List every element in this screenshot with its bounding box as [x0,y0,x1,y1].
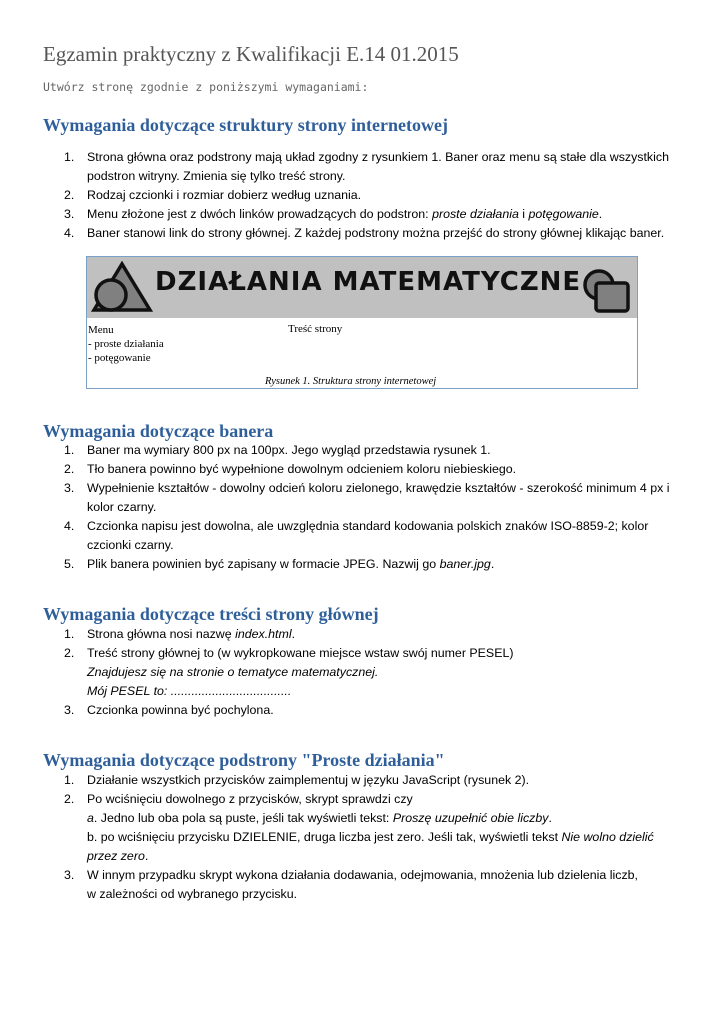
list-item: 2. Treść strony głównej to (w wykropkowane miejsce wstaw swój numer PESEL) Znajdujesz się na stronie o tematyce matematycznej. Mój PESEL to: ................................... [64,646,514,698]
section-heading-banner: Wymagania dotyczące banera [43,421,274,441]
triangle-circle-shape-icon [91,261,153,315]
section-heading-main-page: Wymagania dotyczące treści strony głównej [43,604,379,624]
list-item: 5. Plik banera powinien być zapisany w formacie JPEG. Nazwij go baner.jpg. [64,557,495,571]
banner-requirements-list [43,441,683,574]
list-item: 1. Baner ma wymiary 800 px na 100px. Jego wygląd przedstawia rysunek 1. [64,443,491,457]
figure-caption: Rysunek 1. Struktura strony internetowej [265,376,437,387]
figure-menu-item: - proste działania [88,338,164,350]
list-item: 3. Menu złożone jest z dwóch linków prowadzących do podstron: proste działania i potęgowanie. [64,207,603,221]
main-page-requirements-list [43,625,683,720]
figure-menu-title: Menu [88,324,114,336]
figure-site-structure [86,256,638,389]
page-subtitle: Utwórz stronę zgodnie z poniższymi wymaganiami: [43,80,369,94]
page-title: Egzamin praktyczny z Kwalifikacji E.14 01.2015 [43,42,459,66]
section-heading-simple-operations: Wymagania dotyczące podstrony "Proste działania" [43,750,445,770]
section-heading-structure: Wymagania dotyczące struktury strony internetowej [43,115,448,135]
list-item: 2. Rodzaj czcionki i rozmiar dobierz według uznania. [64,188,362,202]
figure-menu-item: - potęgowanie [88,352,151,364]
structure-requirements-list [43,148,683,243]
simple-operations-requirements-list [43,771,683,904]
figure-content-label: Treść strony [288,323,343,335]
list-item: 4. Baner stanowi link do strony głównej. Z każdej podstrony można przejść do strony głównej klikając baner. [64,226,665,240]
list-item: 2. Po wciśnięciu dowolnego z przycisków, skrypt sprawdzi czy a. Jedno lub oba pola są puste, jeśli tak wyświetli tekst: Proszę uzupełnić obie liczby. b. po wciśnięciu przycisku DZIELENIE, druga liczba jest zero. Jeśli tak, wyświetli tekst Nie wolno dzielić przez zero. [64,792,654,863]
list-item: 4. Czcionka napisu jest dowolna, ale uwzględnia standard kodowania polskich znaków ISO-8859-2; kolor czcionki czarny. [64,519,649,552]
square-circle-shape-icon [579,267,633,315]
figure-menu [88,323,164,365]
list-item: 2. Tło banera powinno być wypełnione dowolnym odcieniem koloru niebieskiego. [64,462,517,476]
banner-preview [87,257,637,318]
list-item: 1. Strona główna nosi nazwę index.html. [64,627,296,641]
list-item: 1. Strona główna oraz podstrony mają układ zgodny z rysunkiem 1. Baner oraz menu są stałe dla wszystkich podstron witryny. Zmienia się tylko treść strony. [64,150,669,183]
banner-title: DZIAŁANIA MATEMATYCZNE [155,267,582,297]
list-item: 3. Czcionka powinna być pochylona. [64,703,274,717]
list-item: 1. Działanie wszystkich przycisków zaimplementuj w języku JavaScript (rysunek 2). [64,773,530,787]
list-item: 3. Wypełnienie kształtów - dowolny odcień koloru zielonego, krawędzie kształtów - szerokość minimum 4 px i kolor czarny. [64,481,670,514]
list-item: 3. W innym przypadku skrypt wykona działania dodawania, odejmowania, mnożenia lub dzielenia liczb, w zależności od wybranego przycisku. [64,868,638,901]
